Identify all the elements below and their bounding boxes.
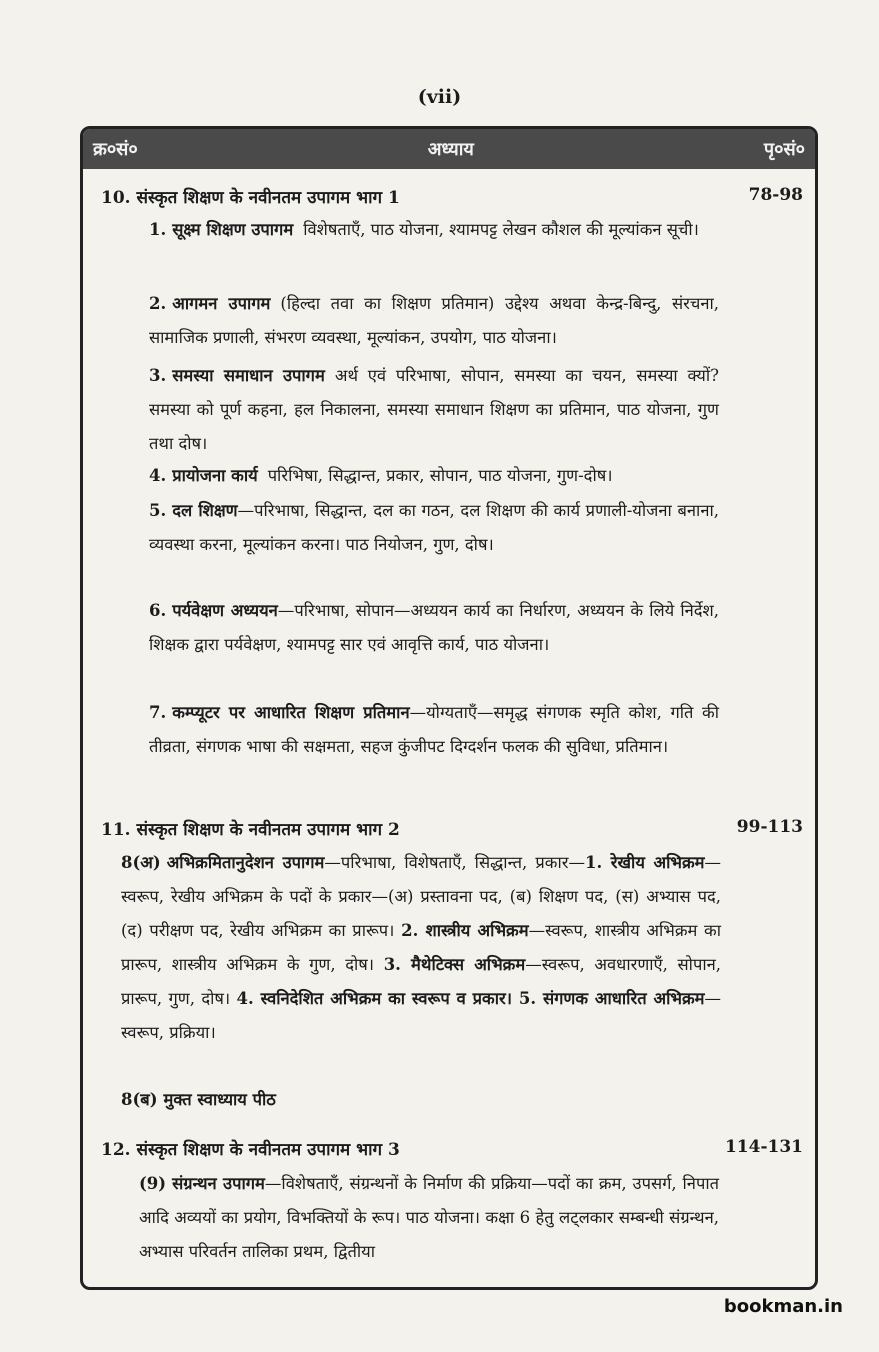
item-text: —स्वरूप, रेखीय अभिक्रम के पदों के प्रकार—(अ) प्रस्तावना पद, (ब) शिक्षण पद, (स) अभ्यास पद, (द) परीक्षण पद, रेखीय अभिक्रम का प्रारूप।: [121, 853, 722, 940]
list-item: [149, 696, 719, 764]
chapter-11-row: [101, 817, 803, 840]
item-text: —स्वरूप, अवधारणाएँ, सोपान, प्रारूप, गुण, दोष।: [121, 955, 722, 1008]
item-number: 2.: [149, 294, 167, 313]
item-title: कम्प्यूटर पर आधारित शिक्षण प्रतिमान: [172, 703, 410, 722]
item-subtitle: 4. स्वनिदेशित अभिक्रम का स्वरूप व प्रकार। 5. संगणक आधारित अभिक्रम: [236, 989, 705, 1008]
chapter-title: 11. संस्कृत शिक्षण के नवीनतम उपागम भाग 2: [101, 820, 400, 840]
item-number: 4.: [149, 466, 167, 485]
table-header: [83, 129, 815, 169]
list-item: [139, 1167, 719, 1269]
chapter-title: 12. संस्कृत शिक्षण के नवीनतम उपागम भाग 3: [101, 1140, 400, 1160]
list-item: [121, 1083, 721, 1117]
item-text: —विशेषताएँ, संग्रन्थनों के निर्माण की प्रक्रिया—पदों का क्रम, उपसर्ग, निपात आदि अव्ययों का प्रयोग, विभक्तियों के रूप। पाठ योजना। कक्षा 6 हेतु लट्लकार सम्बन्धी संग्रन्थन, अभ्यास परिवर्तन तालिका प्रथम, द्वितीया: [139, 1174, 720, 1261]
item-number: 8(अ): [121, 853, 161, 872]
chapter-title: 10. संस्कृत शिक्षण के नवीनतम उपागम भाग 1: [101, 188, 400, 208]
list-item: [149, 359, 719, 461]
item-title: मुक्त स्वाध्याय पीठ: [163, 1090, 276, 1109]
item-number: 7.: [149, 703, 167, 722]
item-number: 8(ब): [121, 1090, 158, 1109]
list-item: [121, 846, 721, 1050]
header-page-no: पृ०सं०: [763, 139, 805, 160]
list-item: [149, 459, 719, 493]
page-number: (vii): [417, 86, 462, 108]
item-subtitle: 2. शास्त्रीय अभिक्रम: [401, 921, 529, 940]
item-title: प्रायोजना कार्य: [172, 466, 258, 485]
contents-table: [80, 126, 818, 1290]
item-number: 6.: [149, 601, 167, 620]
item-title: आगमन उपागम: [172, 294, 271, 313]
chapter-10-row: [101, 185, 803, 208]
item-text: —परिभाषा, सोपान—अध्ययन कार्य का निर्धारण, अध्ययन के लिये निर्देश, शिक्षक द्वारा पर्यवेक्षण, श्यामपट्ट सार एवं आवृत्ति कार्य, पाठ योजना।: [149, 601, 719, 654]
item-number: 1.: [149, 220, 167, 239]
item-text: —परिभाषा, विशेषताएँ, सिद्धान्त, प्रकार—: [324, 853, 585, 872]
item-text: परिभिषा, सिद्धान्त, प्रकार, सोपान, पाठ योजना, गुण-दोष।: [267, 466, 613, 485]
item-text: अर्थ एवं परिभाषा, सोपान, समस्या का चयन, समस्या क्यों? समस्या को पूर्ण कहना, हल निकालना, समस्या समाधान शिक्षण का प्रतिमान, पाठ योजना, गुण तथा दोष।: [149, 366, 719, 453]
item-text: —स्वरूप, शास्त्रीय अभिक्रम का प्रारूप, शास्त्रीय अभिक्रम के गुण, दोष।: [121, 921, 721, 974]
chapter-pages: 99-113: [736, 817, 803, 837]
chapter-12-row: [101, 1137, 803, 1160]
item-subtitle: 1. रेखीय अभिक्रम: [584, 853, 705, 872]
item-text: विशेषताएँ, पाठ योजना, श्यामपट्ट लेखन कौशल की मूल्यांकन सूची।: [303, 220, 699, 239]
chapter-pages: 78-98: [748, 185, 803, 205]
watermark: bookman.in: [723, 1296, 843, 1317]
list-item: [149, 594, 719, 662]
item-number: 5.: [149, 501, 167, 520]
header-serial-no: क्र०सं०: [93, 139, 138, 160]
item-title: पर्यवेक्षण अध्ययन: [172, 601, 278, 620]
item-title: सूक्ष्म शिक्षण उपागम: [172, 220, 294, 239]
item-subtitle: 3. मैथेटिक्स अभिक्रम: [383, 955, 526, 974]
header-chapter: अध्याय: [427, 139, 474, 160]
item-number: 3.: [149, 366, 167, 385]
list-item: [149, 494, 719, 562]
chapter-pages: 114-131: [724, 1137, 803, 1157]
item-title: अभिक्रमितानुदेशन उपागम: [166, 853, 325, 872]
item-text: —परिभाषा, सिद्धान्त, दल का गठन, दल शिक्षण की कार्य प्रणाली-योजना बनाना, व्यवस्था करना, मूल्यांकन करना। पाठ नियोजन, गुण, दोष।: [149, 501, 719, 554]
item-title: दल शिक्षण: [172, 501, 238, 520]
item-title: समस्या समाधान उपागम: [172, 366, 325, 385]
item-text: —स्वरूप, प्रक्रिया।: [121, 989, 721, 1042]
item-title: संग्रन्थन उपागम: [172, 1174, 265, 1193]
item-text: (हिल्दा तवा का शिक्षण प्रतिमान) उद्देश्य अथवा केन्द्र-बिन्दु, संरचना, सामाजिक प्रणाली, संभरण व्यवस्था, मूल्यांकन, उपयोग, पाठ योजना।: [149, 294, 720, 347]
item-number: (9): [139, 1174, 167, 1193]
list-item: [149, 287, 719, 355]
list-item: [149, 213, 719, 247]
item-text: —योग्यताएँ—समृद्ध संगणक स्मृति कोश, गति की तीव्रता, संगणक भाषा की सक्षमता, सहज कुंजीपट दिग्दर्शन फलक की सुविधा, प्रतिमान।: [149, 703, 719, 756]
